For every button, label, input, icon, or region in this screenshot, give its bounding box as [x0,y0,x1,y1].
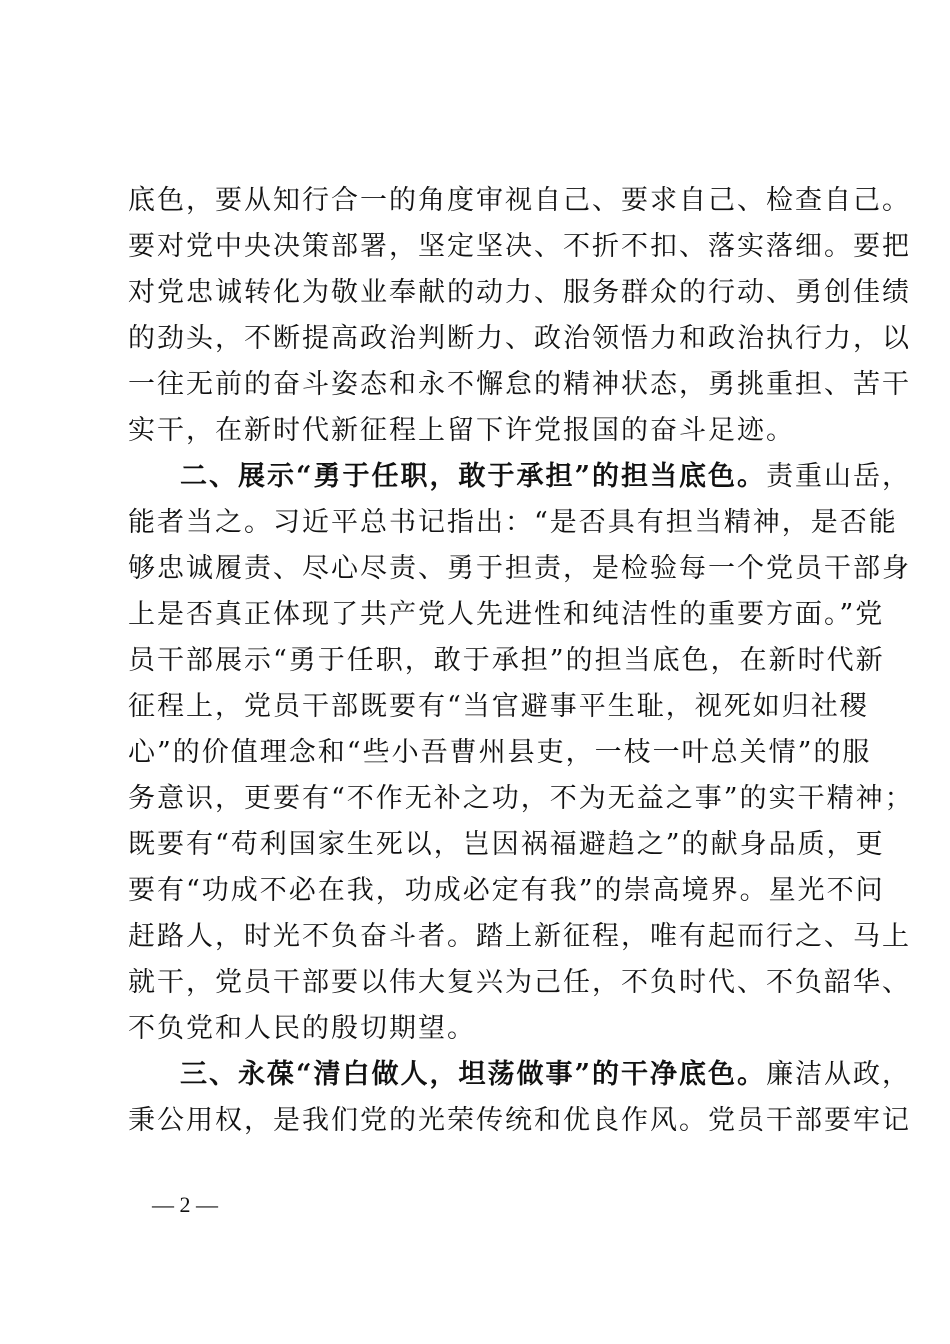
text-line: 要有“功成不必在我，功成必定有我”的崇高境界。星光不问 [128,875,885,906]
text-line: 既要有“苟利国家生死以，岂因祸福避趋之”的献身品质，更 [128,829,885,860]
document-body [128,178,914,1144]
section-2-lead-text: 责重山岳， [766,461,912,492]
section-3-first-line [128,1052,912,1098]
text-line: 员干部展示“勇于任职，敢于承担”的担当底色，在新时代新 [128,645,885,676]
section-2-first-line [128,454,912,500]
text-line: 心”的价值理念和“些小吾曹州县吏，一枝一叶总关情”的服 [128,737,872,768]
text-line: 够忠诚履责、尽心尽责、勇于担责，是检验每一个党员干部身 [128,553,911,584]
text-line: 务意识，更要有“不作无补之功，不为无益之事”的实干精神； [128,783,914,814]
text-line: 一往无前的奋斗姿态和永不懈怠的精神状态，勇挑重担、苦干 [128,369,911,400]
section-3-heading: 三、永葆“清白做人，坦荡做事”的干净底色。 [180,1059,767,1090]
text-line: 能者当之。习近平总书记指出：“是否具有担当精神，是否能 [128,507,898,538]
text-line: 不负党和人民的殷切期望。 [128,1013,476,1044]
section-2-heading: 二、展示“勇于任职，敢于承担”的担当底色。 [180,461,767,492]
text-line: 实干，在新时代新征程上留下许党报国的奋斗足迹。 [128,415,795,446]
text-line: 秉公用权，是我们党的光荣传统和优良作风。党员干部要牢记 [128,1105,911,1136]
section-3-lead-text: 廉洁从政， [766,1059,912,1090]
text-line: 底色，要从知行合一的角度审视自己、要求自己、检查自己。 [128,185,911,216]
text-line: 要对党中央决策部署，坚定坚决、不折不扣、落实落细。要把 [128,231,911,262]
text-line: 上是否真正体现了共产党人先进性和纯洁性的重要方面。”党 [128,599,885,630]
page-number: — 2 — [152,1192,218,1217]
text-line: 征程上，党员干部既要有“当官避事平生耻，视死如归社稷 [128,691,869,722]
text-line: 赶路人，时光不负奋斗者。踏上新征程，唯有起而行之、马上 [128,921,911,952]
text-line: 的劲头，不断提高政治判断力、政治领悟力和政治执行力，以 [128,323,911,354]
text-line: 对党忠诚转化为敬业奉献的动力、服务群众的行动、勇创佳绩 [128,277,911,308]
text-line: 就干，党员干部要以伟大复兴为己任，不负时代、不负韶华、 [128,967,911,998]
